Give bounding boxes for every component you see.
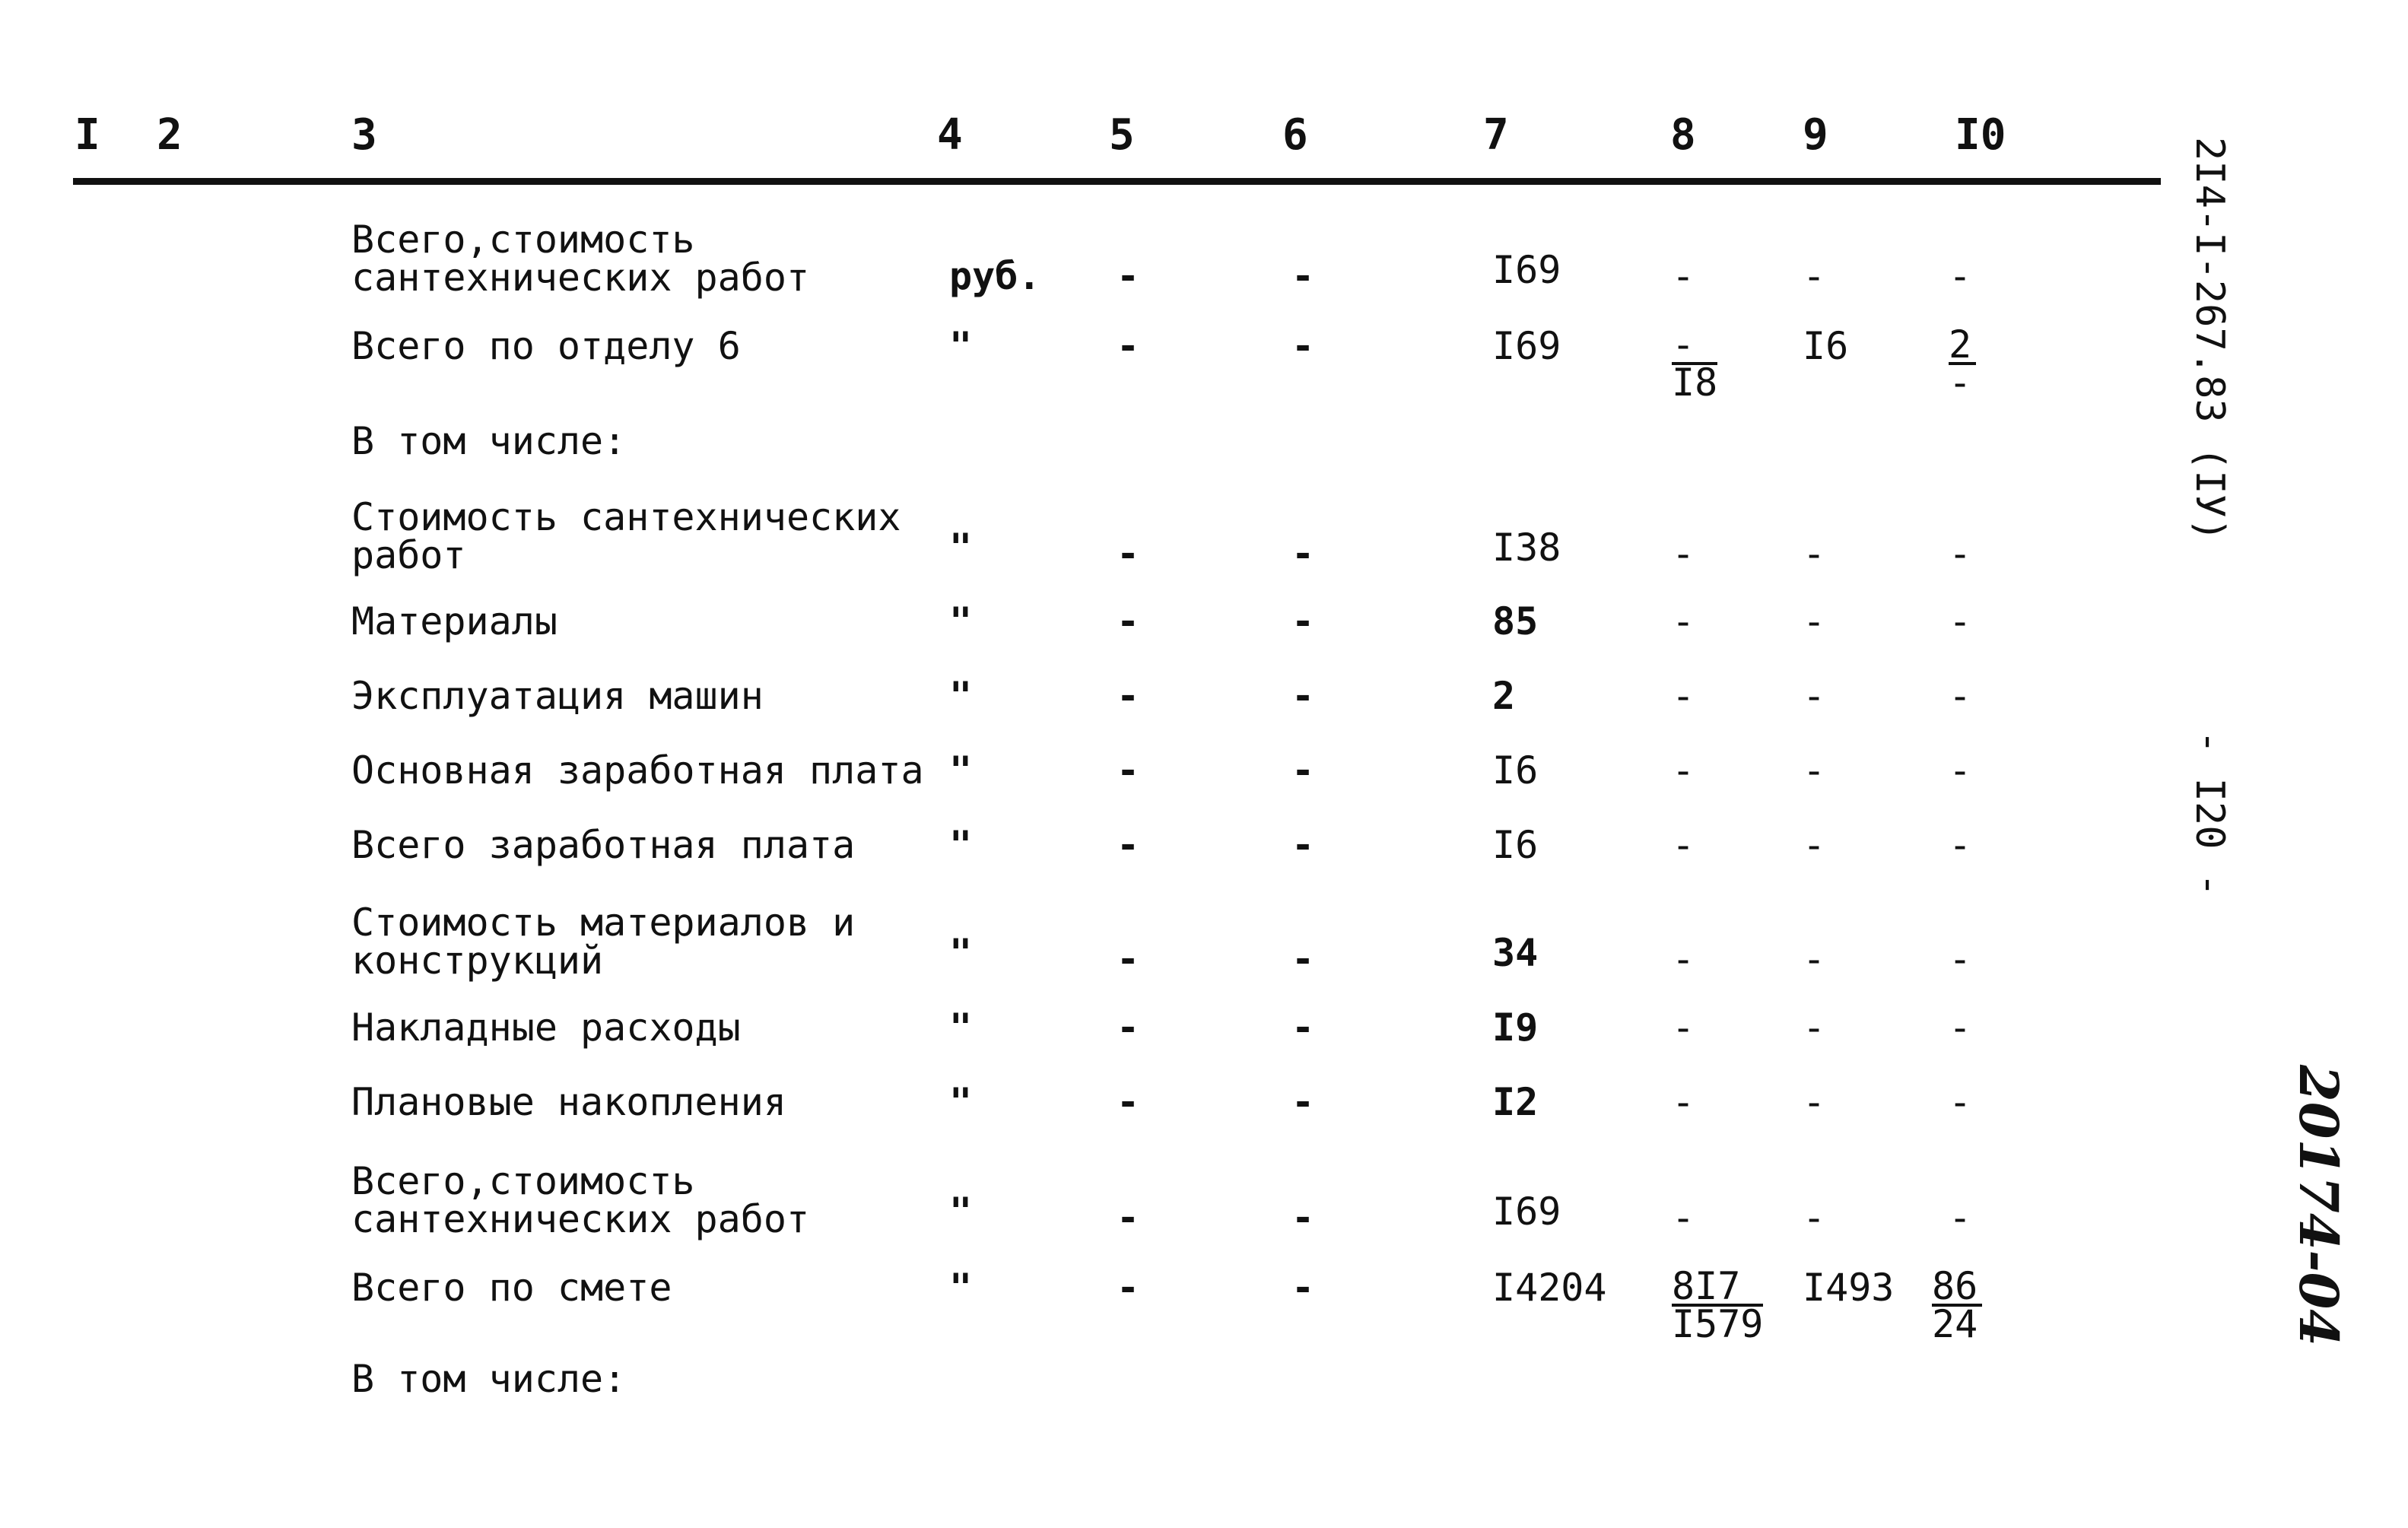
cell-col8: - <box>1672 532 1695 576</box>
unit-cell: " <box>949 324 973 368</box>
cell-col10: - <box>1949 254 1972 298</box>
cell-col6: - <box>1291 748 1315 793</box>
table-row <box>0 419 2206 463</box>
cell-col7: 2 <box>1492 674 1516 718</box>
row-description: Плановые накопления <box>351 1080 786 1124</box>
cell-col6: - <box>1291 1080 1315 1124</box>
table-row <box>0 674 2206 718</box>
row-description: Материалы <box>351 599 558 643</box>
cell-col7: I9 <box>1492 1005 1539 1050</box>
cell-col5: - <box>1117 937 1140 981</box>
cell-col7: I6 <box>1492 748 1539 793</box>
cell-col10: - <box>1949 599 1972 643</box>
fraction-denominator: - <box>1949 361 1972 405</box>
cell-col10: - <box>1949 937 1972 981</box>
cell-col9: - <box>1803 748 1826 793</box>
cell-col5: - <box>1117 1266 1140 1310</box>
fraction-col8 <box>1672 1264 1764 1346</box>
cell-col9: - <box>1803 254 1826 298</box>
table-row <box>0 599 2206 643</box>
cell-col9: - <box>1803 937 1826 981</box>
cell-col6: - <box>1291 599 1315 643</box>
row-description: Всего,стоимость сантехнических работ <box>351 218 810 300</box>
cell-col9: - <box>1803 1196 1826 1240</box>
row-description: Эксплуатация машин <box>351 674 764 718</box>
cell-col10: - <box>1949 1196 1972 1240</box>
cell-col8: - <box>1672 823 1695 867</box>
cell-col10: - <box>1949 748 1972 793</box>
fraction-denominator: 24 <box>1932 1302 1978 1346</box>
cell-col9: - <box>1803 1005 1826 1050</box>
column-header-8: 8 <box>1670 110 1696 160</box>
document-code: 2I4-I-267.83 (IУ) <box>2187 137 2232 542</box>
column-header-3: 3 <box>351 110 377 160</box>
cell-col10: - <box>1949 1080 1972 1124</box>
table-row <box>0 1159 2206 1241</box>
fraction-col10 <box>1932 1264 1982 1346</box>
unit-cell: " <box>949 1080 973 1124</box>
fraction-denominator: I579 <box>1672 1302 1764 1346</box>
cell-col7: 85 <box>1492 599 1539 643</box>
cell-col8: - <box>1672 1196 1695 1240</box>
cell-col8: - <box>1672 748 1695 793</box>
unit-cell: " <box>949 526 973 570</box>
unit-cell: " <box>949 823 973 867</box>
table-row <box>0 823 2206 867</box>
cell-col5: - <box>1117 532 1140 576</box>
column-header-4: 4 <box>937 110 963 160</box>
unit-cell: " <box>949 599 973 643</box>
cell-col7: I69 <box>1492 324 1561 368</box>
cell-col7: I69 <box>1492 248 1561 292</box>
cell-col5: - <box>1117 254 1140 298</box>
table-row <box>0 495 2206 577</box>
column-header-1: I <box>75 110 100 160</box>
column-header-5: 5 <box>1109 110 1135 160</box>
column-header-7: 7 <box>1483 110 1509 160</box>
unit-cell: " <box>949 1190 973 1234</box>
cell-col9: I493 <box>1803 1266 1895 1310</box>
cell-col6: - <box>1291 937 1315 981</box>
cell-col8: - <box>1672 254 1695 298</box>
cell-col7: I2 <box>1492 1080 1539 1124</box>
row-description: Основная заработная плата <box>351 748 924 793</box>
fraction-numerator: - <box>1672 327 1717 365</box>
cell-col5: - <box>1117 1080 1140 1124</box>
cell-col5: - <box>1117 599 1140 643</box>
table-row <box>0 1357 2206 1401</box>
cell-col5: - <box>1117 324 1140 368</box>
cell-col6: - <box>1291 1196 1315 1240</box>
table-row <box>0 748 2206 793</box>
fraction-col8 <box>1672 322 1718 405</box>
cell-col9: - <box>1803 599 1826 643</box>
cell-col5: - <box>1117 1005 1140 1050</box>
inventory-stamp: 20174-04 <box>2287 1065 2350 1346</box>
cell-col9: I6 <box>1803 324 1849 368</box>
cell-col8: - <box>1672 599 1695 643</box>
cell-col8: - <box>1672 674 1695 718</box>
cell-col8: - <box>1672 1080 1695 1124</box>
row-description: Стоимость материалов и конструкций <box>351 901 856 983</box>
cell-col7: I6 <box>1492 823 1539 867</box>
cell-col7: I69 <box>1492 1190 1561 1234</box>
row-description: Всего по смете <box>351 1266 672 1310</box>
cell-col10: - <box>1949 532 1972 576</box>
cell-col6: - <box>1291 1266 1315 1310</box>
cell-col6: - <box>1291 1005 1315 1050</box>
cell-col5: - <box>1117 823 1140 867</box>
cell-col6: - <box>1291 674 1315 718</box>
fraction-numerator: 2 <box>1949 327 1976 365</box>
row-description: Стоимость сантехнических работ <box>351 495 901 577</box>
cell-col8: - <box>1672 937 1695 981</box>
cell-col10: - <box>1949 674 1972 718</box>
cell-col10: - <box>1949 823 1972 867</box>
cell-col9: - <box>1803 823 1826 867</box>
cell-col7: 34 <box>1492 931 1539 975</box>
cell-col7: I38 <box>1492 526 1561 570</box>
fraction-denominator: I8 <box>1672 361 1718 405</box>
unit-cell: " <box>949 1005 973 1050</box>
cell-col6: - <box>1291 324 1315 368</box>
cell-col9: - <box>1803 1080 1826 1124</box>
cell-col5: - <box>1117 748 1140 793</box>
column-header-9: 9 <box>1803 110 1828 160</box>
row-description: В том числе: <box>351 419 627 463</box>
cell-col9: - <box>1803 674 1826 718</box>
fraction-numerator: 86 <box>1932 1269 1982 1307</box>
row-description: Всего,стоимость сантехнических работ <box>351 1159 810 1241</box>
cell-col5: - <box>1117 1196 1140 1240</box>
unit-cell: руб. <box>949 254 1041 298</box>
cell-col9: - <box>1803 532 1826 576</box>
cell-col6: - <box>1291 532 1315 576</box>
cell-col7: I4204 <box>1492 1266 1607 1310</box>
table-row <box>0 322 2206 405</box>
fraction-numerator: 8I7 <box>1672 1269 1763 1307</box>
unit-cell: " <box>949 674 973 718</box>
fraction-col10 <box>1949 322 1976 405</box>
row-description: Накладные расходы <box>351 1005 741 1050</box>
cell-col6: - <box>1291 254 1315 298</box>
row-description: Всего по отделу 6 <box>351 324 741 368</box>
row-description: В том числе: <box>351 1357 627 1401</box>
cell-col5: - <box>1117 674 1140 718</box>
page-number: - I20 - <box>2187 730 2232 897</box>
table-row <box>0 1080 2206 1124</box>
unit-cell: " <box>949 1266 973 1310</box>
unit-cell: " <box>949 748 973 793</box>
column-header-6: 6 <box>1282 110 1308 160</box>
column-header-2: 2 <box>157 110 183 160</box>
cell-col6: - <box>1291 823 1315 867</box>
unit-cell: " <box>949 931 973 975</box>
header-rule <box>73 178 2161 185</box>
cell-col10: - <box>1949 1005 1972 1050</box>
row-description: Всего заработная плата <box>351 823 856 867</box>
column-header-10: I0 <box>1955 110 2006 160</box>
cell-col8: - <box>1672 1005 1695 1050</box>
